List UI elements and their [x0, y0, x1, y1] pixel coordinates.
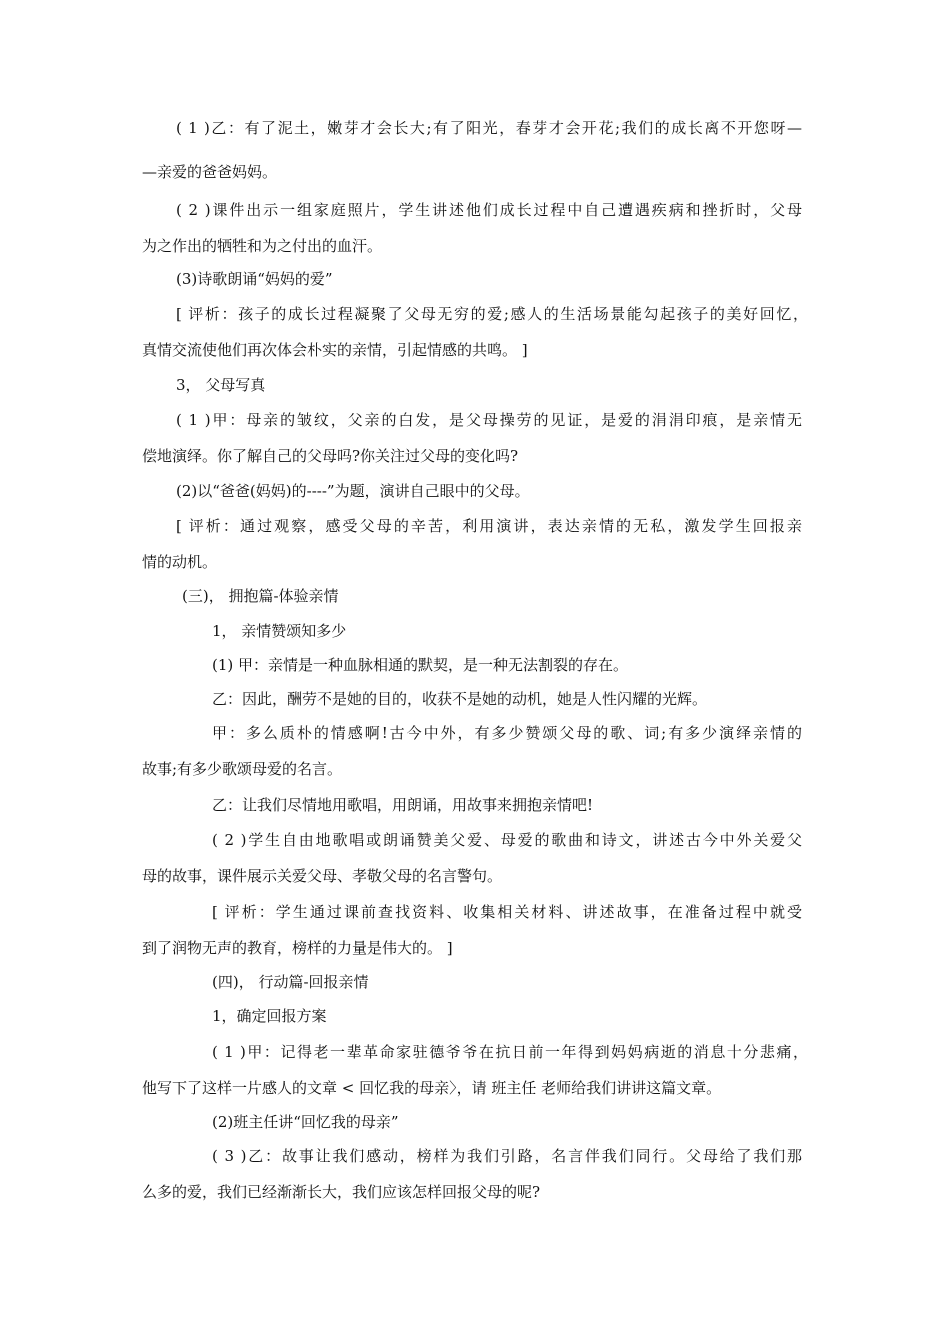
paragraph-line: —亲爱的爸爸妈妈。 — [142, 163, 278, 181]
paragraph-line: 偿地演绎。你了解自己的父母吗?你关注过父母的变化吗? — [142, 447, 519, 465]
paragraph-line: 母的故事，课件展示关爱父母、孝敬父母的名言警句。 — [142, 867, 503, 885]
paragraph-line: ( 2 )课件出示一组家庭照片，学生讲述他们成长过程中自己遭遇疾病和挫折时，父母 — [176, 201, 802, 219]
paragraph-line: ( 1 )甲：记得老一辈革命家驻德爷爷在抗日前一年得到妈妈病逝的消息十分悲痛， — [212, 1043, 808, 1061]
paragraph-line: 么多的爱，我们已经渐渐长大，我们应该怎样回报父母的呢? — [142, 1183, 541, 1201]
paragraph-line: (2)班主任讲“回忆我的母亲” — [212, 1113, 399, 1131]
commentary-line: [ 评析：学生通过课前查找资料、收集相关材料、讲述故事，在准备过程中就受 — [212, 903, 802, 921]
subsection-heading: 1， 亲情赞颂知多少 — [212, 622, 347, 640]
paragraph-line: ( 1 )甲：母亲的皱纹，父亲的白发，是父母操劳的见证，是爱的涓涓印痕，是亲情无 — [176, 411, 802, 429]
section-heading: 3， 父母写真 — [176, 376, 266, 394]
paragraph-line: ( 2 )学生自由地歌唱或朗诵赞美父爱、母爱的歌曲和诗文，讲述古今中外关爱父 — [212, 831, 802, 849]
commentary-line: [ 评析：通过观察，感受父母的辛苦，利用演讲，表达亲情的无私，激发学生回报亲 — [176, 517, 802, 535]
section-heading: (三)， 拥抱篇-体验亲情 — [182, 587, 339, 605]
paragraph-line: 故事;有多少歌颂母爱的名言。 — [142, 760, 343, 778]
paragraph-line: (3)诗歌朗诵“妈妈的爱” — [176, 270, 333, 288]
section-heading: (四)， 行动篇-回报亲情 — [212, 973, 369, 991]
paragraph-line: ( 3 )乙：故事让我们感动，榜样为我们引路，名言伴我们同行。父母给了我们那 — [212, 1147, 802, 1165]
commentary-line: 真情交流使他们再次体会朴实的亲情，引起情感的共鸣。 ] — [142, 341, 528, 359]
subsection-heading: 1，确定回报方案 — [212, 1007, 327, 1025]
paragraph-line: 甲：多么质朴的情感啊!古今中外，有多少赞颂父母的歌、词;有多少演绎亲情的 — [212, 724, 802, 742]
paragraph-line: 他写下了这样一片感人的文章 < 回忆我的母亲〉，请 班主任 老师给我们讲讲这篇文章。 — [142, 1079, 722, 1097]
paragraph-line: ( 1 )乙：有了泥土，嫩芽才会长大;有了阳光，春芽才会开花;我们的成长离不开您呀— — [176, 119, 802, 137]
paragraph-line: (2)以“爸爸(妈妈)的----”为题，演讲自己眼中的父母。 — [176, 482, 530, 500]
paragraph-line: (1) 甲：亲情是一种血脉相通的默契，是一种无法割裂的存在。 — [212, 656, 629, 674]
commentary-line: [ 评析：孩子的成长过程凝聚了父母无穷的爱;感人的生活场景能勾起孩子的美好回忆， — [176, 305, 808, 323]
commentary-line: 情的动机。 — [142, 553, 218, 571]
paragraph-line: 乙：因此，酬劳不是她的目的，收获不是她的动机，她是人性闪耀的光辉。 — [212, 690, 708, 708]
paragraph-line: 为之作出的牺牲和为之付出的血汗。 — [142, 237, 383, 255]
commentary-line: 到了润物无声的教育，榜样的力量是伟大的。 ] — [142, 939, 453, 957]
paragraph-line: 乙：让我们尽情地用歌唱，用朗诵，用故事来拥抱亲情吧! — [212, 796, 594, 814]
